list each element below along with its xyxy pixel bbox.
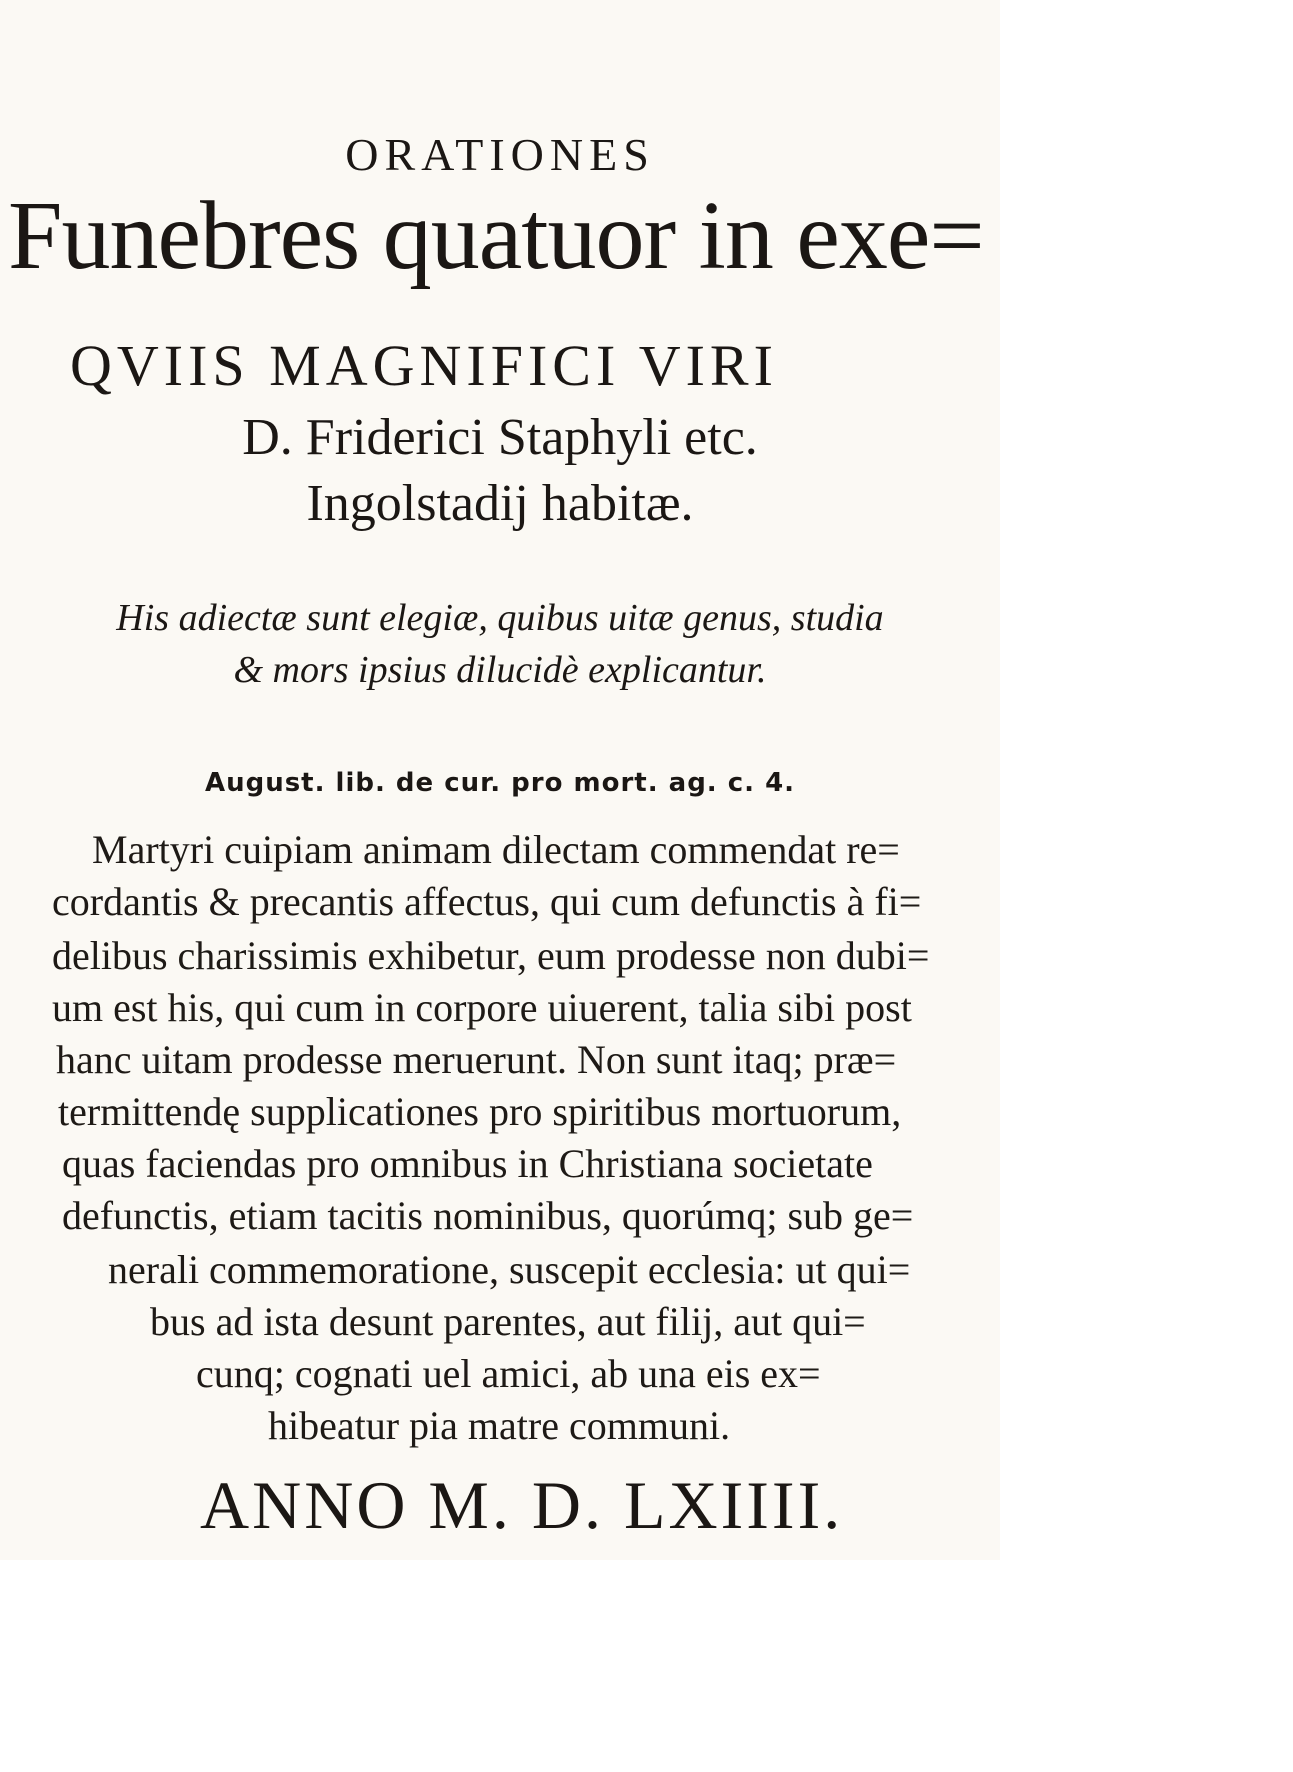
quotation-line: cordantis & precantis affectus, qui cum defunctis à fi= [52, 879, 922, 924]
quotation-line: delibus charissimis exhibetur, eum prodesse non dubi= [52, 933, 930, 978]
quotation-line: nerali commemoratione, suscepit ecclesia: ut qui= [108, 1247, 911, 1292]
quotation-line: cunq; cognati uel amici, ab una eis ex= [196, 1351, 821, 1396]
quotation-line: um est his, qui cum in corpore uiuerent, talia sibi post [52, 985, 912, 1030]
quotation-line: bus ad ista desunt parentes, aut filij, aut qui= [150, 1299, 866, 1344]
citation: August. lib. de cur. pro mort. ag. c. 4. [204, 768, 796, 798]
quotation-line: termittendę supplicationes pro spiritibus mortuorum, [58, 1089, 902, 1134]
quotation-line: hanc uitam prodesse meruerunt. Non sunt itaq; præ= [56, 1037, 897, 1082]
subtitle-line-4: Ingolstadij habitæ. [306, 475, 694, 532]
subtitle-line-2: QVIIS MAGNIFICI VIRI [70, 333, 778, 398]
quotation-line: defunctis, etiam tacitis nominibus, quorúmq; sub ge= [62, 1193, 914, 1238]
quotation-line: quas faciendas pro omnibus in Christiana societate [62, 1141, 873, 1186]
publication-year: ANNO M. D. LXIIII. [200, 1467, 844, 1543]
subtitle-line-1: Funebres quatuor in exe= [8, 182, 984, 290]
quotation-line: Martyri cuipiam animam dilectam commendat re= [92, 827, 900, 872]
italic-note-line-1: His adiectæ sunt elegiæ, quibus uitæ genus, studia [116, 597, 884, 639]
italic-note-line-2: & mors ipsius dilucidè explicantur. [233, 649, 767, 691]
subtitle-line-3: D. Friderici Staphyli etc. [242, 409, 758, 466]
quotation-line: hibeatur pia matre communi. [268, 1403, 731, 1448]
book-title: ORATIONES [345, 129, 655, 180]
